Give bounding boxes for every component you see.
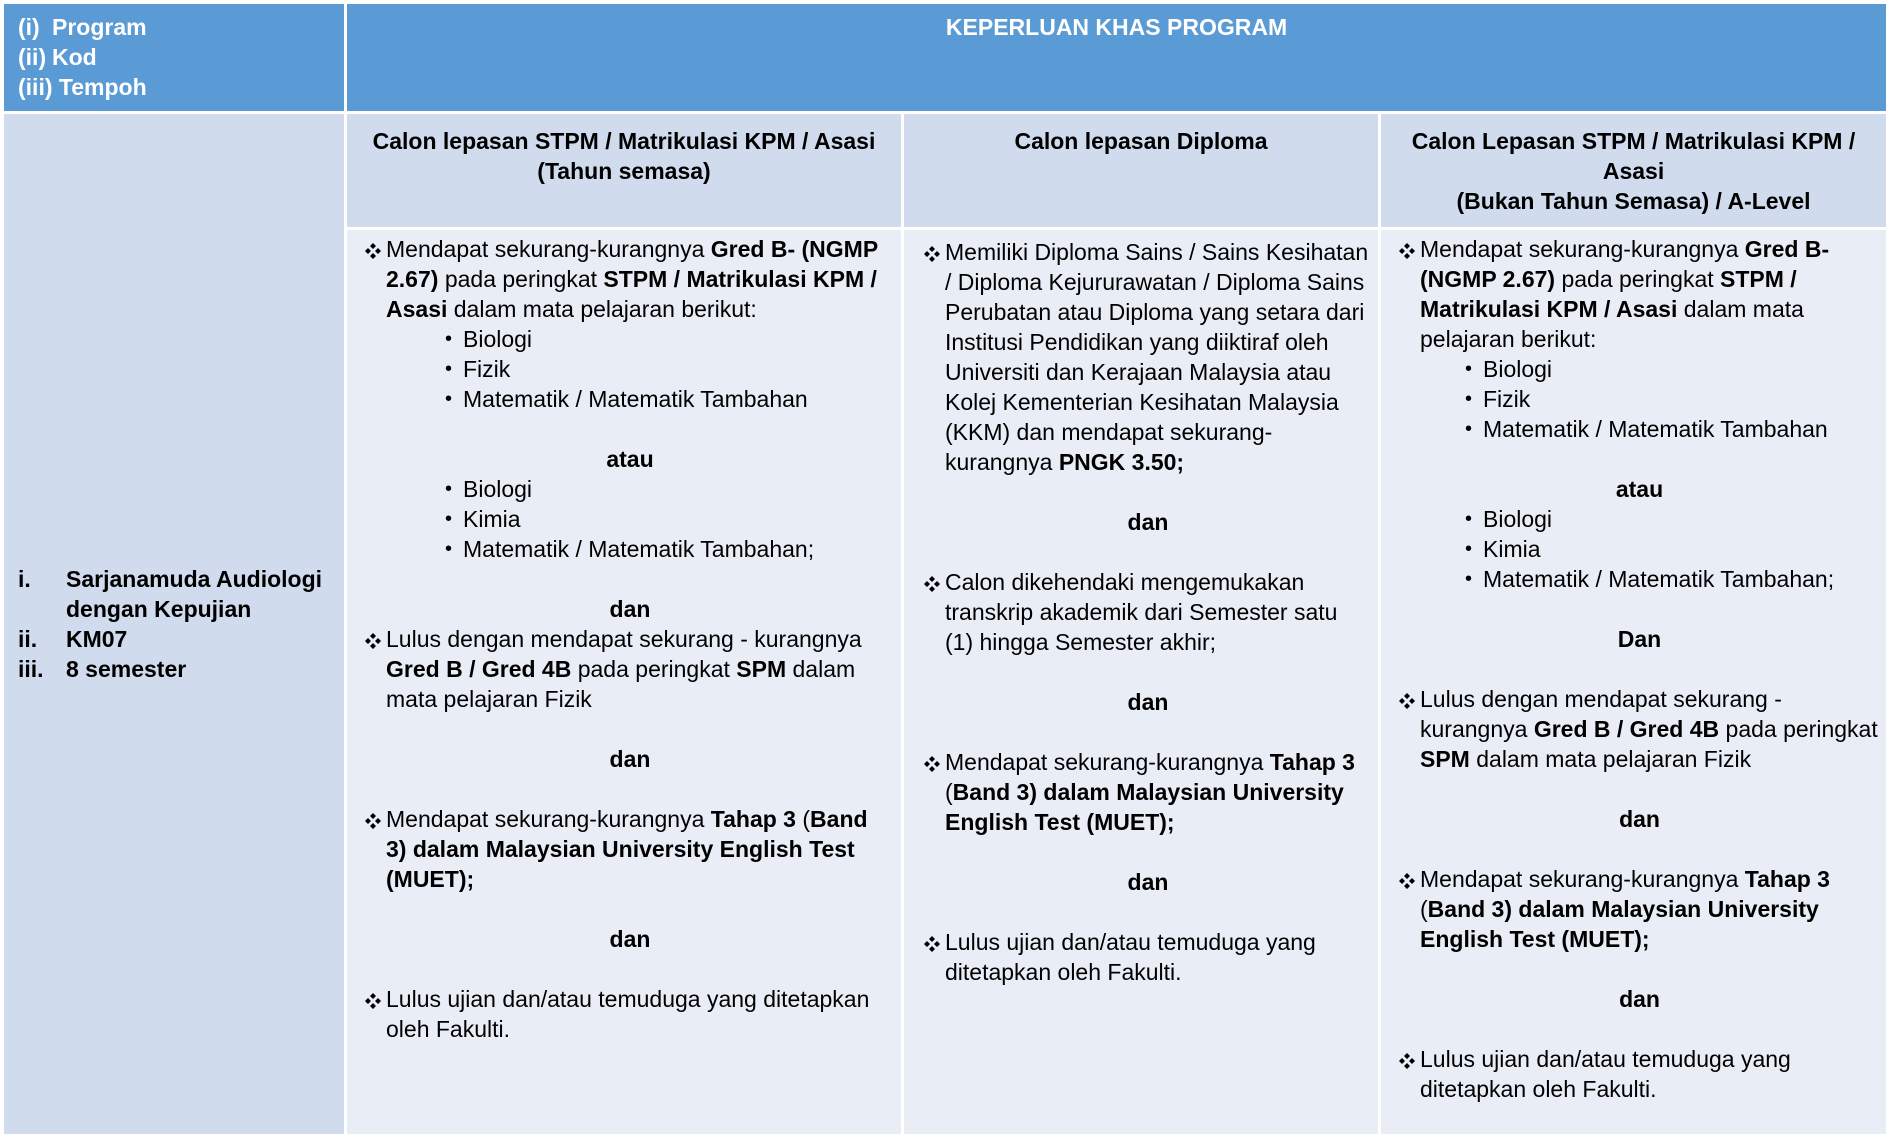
bullet-icon: • <box>1465 508 1473 530</box>
conjunction-or: atau <box>1615 476 1664 502</box>
requirement-item: Lulus ujian dan/atau temuduga yang ditetapkan oleh Fakulti. <box>1393 1044 1886 1104</box>
diamond-bullet-icon <box>918 747 945 837</box>
list-item: • Kimia <box>1465 536 1541 562</box>
bullet-icon: • <box>1465 538 1473 560</box>
conjunction-and: Dan <box>1617 626 1662 652</box>
diamond-bullet-icon <box>359 234 386 324</box>
conjunction-and: dan <box>609 746 651 772</box>
header-line-code: (ii) Kod <box>18 44 97 70</box>
subheader-row <box>4 114 1886 227</box>
diamond-bullet-icon <box>918 237 945 477</box>
list-item: • Matematik / Matematik Tambahan <box>445 386 808 412</box>
program-cell <box>4 114 344 1134</box>
requirement-item: Lulus dengan mendapat sekurang - kurangnya Gred B / Gred 4B pada peringkat SPM dalam mata pelajaran Fizik <box>1393 684 1886 774</box>
list-item: • Matematik / Matematik Tambahan <box>1465 416 1828 442</box>
bullet-icon: • <box>445 508 453 530</box>
bullet-icon: • <box>445 538 453 560</box>
subject-list-b <box>359 474 901 564</box>
list-item: • Biologi <box>1465 356 1553 382</box>
requirement-item: Memiliki Diploma Sains / Sains Kesihatan / Diploma Kejururawatan / Diploma Sains Perubatan atau Diploma yang setara dari Institusi Pendidikan yang diiktiraf oleh Universiti dan Kerajaan Malaysia atau Kolej Kementerian Kesihatan Malaysia (KKM) dan mendapat sekurang-kurangnya PNGK 3.50; <box>918 237 1378 477</box>
header-program-code-duration <box>4 4 344 111</box>
diamond-bullet-icon <box>359 804 386 894</box>
bullet-icon: • <box>1465 388 1473 410</box>
diamond-bullet-icon <box>1393 864 1420 954</box>
subheader-stpm-non-current: Calon Lepasan STPM / Matrikulasi KPM / Asasi (Bukan Tahun Semasa) / A-Level <box>1381 114 1886 227</box>
subject-list-b <box>1393 504 1886 594</box>
requirements-table <box>1 1 1887 1137</box>
list-item: • Biologi <box>1465 506 1553 532</box>
bullet-icon: • <box>1465 568 1473 590</box>
bullet-icon: • <box>445 388 453 410</box>
conjunction-and: dan <box>1127 689 1169 715</box>
column-stpm-non-current <box>1381 230 1886 1134</box>
requirement-item: Mendapat sekurang-kurangnya Tahap 3 (Band 3) dalam Malaysian University English Test (MUET); <box>1393 864 1886 954</box>
program-name: i. Sarjanamuda Audiologi dengan Kepujian <box>18 566 323 622</box>
conjunction-and: dan <box>1127 509 1169 535</box>
bullet-icon: • <box>1465 418 1473 440</box>
diamond-bullet-icon <box>359 624 386 714</box>
program-duration: iii. 8 semester <box>18 656 187 682</box>
requirement-item: Mendapat sekurang-kurangnya Gred B- (NGMP 2.67) pada peringkat STPM / Matrikulasi KPM / Asasi dalam mata pelajaran berikut: <box>1393 234 1886 354</box>
diamond-bullet-icon <box>918 567 945 657</box>
requirement-item: Lulus ujian dan/atau temuduga yang ditetapkan oleh Fakulti. <box>918 927 1378 987</box>
requirement-item: Mendapat sekurang-kurangnya Tahap 3 (Band 3) dalam Malaysian University English Test (MUET); <box>918 747 1378 837</box>
column-diploma <box>904 230 1378 1134</box>
requirement-item: Lulus ujian dan/atau temuduga yang ditetapkan oleh Fakulti. <box>359 984 901 1044</box>
requirement-item: Calon dikehendaki mengemukakan transkrip akademik dari Semester satu (1) hingga Semester akhir; <box>918 567 1378 657</box>
list-item: • Matematik / Matematik Tambahan; <box>1465 566 1835 592</box>
conjunction-and: dan <box>1619 806 1660 832</box>
subject-list-a <box>1393 354 1886 444</box>
subheader-diploma: Calon lepasan Diploma <box>904 114 1378 227</box>
bullet-icon: • <box>445 358 453 380</box>
list-item: • Fizik <box>1465 386 1531 412</box>
conjunction-and: dan <box>609 596 651 622</box>
bullet-icon: • <box>445 328 453 350</box>
header-line-duration: (iii) Tempoh <box>18 74 147 100</box>
diamond-bullet-icon <box>918 927 945 987</box>
conjunction-and: dan <box>1619 986 1660 1012</box>
conjunction-and: dan <box>1127 869 1169 895</box>
bullet-icon: • <box>1465 358 1473 380</box>
diamond-bullet-icon <box>1393 684 1420 774</box>
diamond-bullet-icon <box>1393 234 1420 354</box>
conjunction-or: atau <box>606 446 654 472</box>
conjunction-and: dan <box>609 926 651 952</box>
subheader-stpm-current: Calon lepasan STPM / Matrikulasi KPM / Asasi (Tahun semasa) <box>347 114 901 227</box>
column-stpm-current <box>347 230 901 1134</box>
list-item: • Matematik / Matematik Tambahan; <box>445 536 815 562</box>
list-item: • Biologi <box>445 326 533 352</box>
program-code: ii. KM07 <box>18 626 128 652</box>
requirement-item: Lulus dengan mendapat sekurang - kurangnya Gred B / Gred 4B pada peringkat SPM dalam mata pelajaran Fizik <box>359 624 901 714</box>
header-row <box>4 4 1886 111</box>
diamond-bullet-icon <box>1393 1044 1420 1104</box>
subject-list-a <box>359 324 901 414</box>
header-title: KEPERLUAN KHAS PROGRAM <box>347 4 1886 111</box>
requirement-item: Mendapat sekurang-kurangnya Gred B- (NGMP 2.67) pada peringkat STPM / Matrikulasi KPM / Asasi dalam mata pelajaran berikut: <box>359 234 901 324</box>
header-line-program: (i) Program <box>18 14 147 40</box>
list-item: • Biologi <box>445 476 533 502</box>
list-item: • Kimia <box>445 506 521 532</box>
list-item: • Fizik <box>445 356 511 382</box>
requirement-item: Mendapat sekurang-kurangnya Tahap 3 (Band 3) dalam Malaysian University English Test (MUET); <box>359 804 901 894</box>
bullet-icon: • <box>445 478 453 500</box>
diamond-bullet-icon <box>359 984 386 1044</box>
